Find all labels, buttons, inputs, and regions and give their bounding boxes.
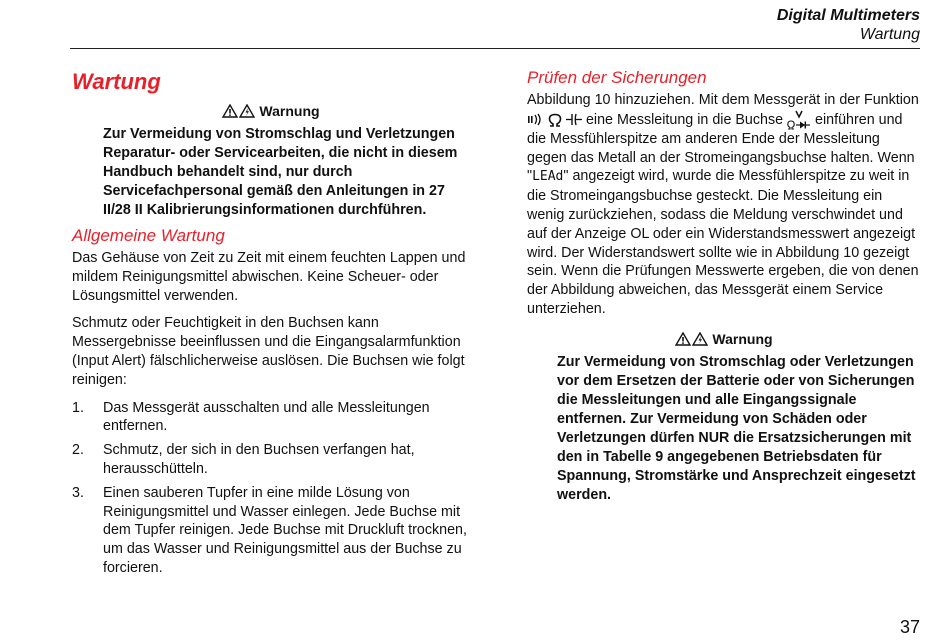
paragraph: Schmutz oder Feuchtigkeit in den Buchsen kann Messergebnisse beeinflussen und die Eingangsalarmfunktion (Input Alert) fälschlicherweise auslösen. Die Buchsen wie folgt reinigen:: [72, 315, 465, 388]
continuity-icon: [527, 113, 544, 126]
paragraph-text: " angezeigt wird, wurde die Messfühlerspitze zu weit in die Stromeingangsbuchse gesteckt. Die Messleitung ein wenig zurückziehen, sodass die Meldung verschwindet und auf der Anzeige OL oder ein Widerstandsmesswert angezeigt wird. Der Widerstandswert sollte wie in Abbildung 10 gezeigt sein. Wenn die Prüfungen Messwerte ergeben, die von denen der Abbildung abweichen, das Messgerät einem Service unterziehen.: [527, 168, 919, 317]
paragraph: Das Gehäuse von Zeit zu Zeit mit einem feuchten Lappen und mildem Reinigungsmittel abwischen. Keine Scheuer- oder Lösungsmittel verwenden.: [72, 250, 466, 304]
warning-triangle-icon: [675, 332, 691, 346]
running-header: [777, 6, 920, 44]
lead-display-text: LEAd: [532, 169, 564, 185]
hazard-triangle-icon: [239, 104, 255, 118]
ohm-icon: [548, 113, 562, 127]
page-number: 37: [899, 617, 920, 637]
left-column: [72, 66, 470, 583]
header-rule: [70, 48, 920, 49]
paragraph-text: Abbildung 10 hinzuziehen. Mit dem Messgerät in der Funktion: [527, 92, 919, 108]
warning-header: [527, 331, 921, 347]
warning-header: [72, 103, 470, 119]
warning-text: Zur Vermeidung von Stromschlag und Verletzungen Reparatur- oder Servicearbeiten, die nicht in diesem Handbuch behandelt sind, nur durch Servicefachpersonal gemäß den Anleitungen in 27 II/28 II Kalibrierungsinformationen durchführen.: [103, 126, 458, 218]
paragraph-text: eine Messleitung in die Buchse: [585, 111, 784, 128]
header-subtitle: Wartung: [859, 26, 920, 43]
warning-text: Zur Vermeidung von Stromschlag oder Verletzungen vor dem Ersetzen der Batterie oder von Sicherungen die Messleitungen und alle Eingangssignale entfernen. Zur Vermeidung von Schäden oder Verletzungen dürfen NUR die Ersatzsicherungen mit den in Tabelle 9 angegebenen Betriebsdaten für Spannung, Stromstärke und Ansprechzeit eingesetzt werden.: [557, 353, 916, 503]
warning-label: Warnung: [259, 103, 320, 119]
step-text: Einen sauberen Tupfer in eine milde Lösung von Reinigungsmittel und Wasser einlegen. Jede Buchse mit dem Tupfer reinigen. Jede Buchse mit Druckluft trocknen, um das Wasser und Reinigungsmittel aus der Buchse zu forcieren.: [103, 484, 467, 576]
step-text: Schmutz, der sich in den Buchsen verfangen hat, herausschütteln.: [103, 442, 415, 477]
list-item: [72, 484, 470, 578]
header-title: Digital Multimeters: [776, 7, 920, 24]
list-item: [72, 399, 470, 437]
step-number: 1.: [72, 399, 84, 416]
warning-triangle-icon: [222, 104, 238, 118]
capacitor-icon: [566, 113, 582, 126]
step-text: Das Messgerät ausschalten und alle Messleitungen entfernen.: [103, 399, 430, 435]
volt-ohm-diode-jack-icon: [787, 110, 811, 130]
sub-heading: Allgemeine Wartung: [72, 226, 225, 245]
hazard-triangle-icon: [692, 332, 708, 346]
step-number: 2.: [72, 442, 84, 459]
section-heading: Wartung: [72, 69, 161, 94]
cleaning-steps-list: [72, 399, 470, 578]
sub-heading: Prüfen der Sicherungen: [527, 68, 707, 87]
right-column: [527, 68, 921, 505]
step-number: 3.: [72, 484, 84, 501]
list-item: [72, 441, 470, 479]
paragraph: [527, 91, 921, 319]
paragraph-text: einführen und die Messfühlerspitze am anderen Ende der Messleitung gegen das Metall an der Stromeingangsbuchse halten. Wenn ": [527, 111, 915, 185]
warning-label: Warnung: [712, 330, 773, 347]
